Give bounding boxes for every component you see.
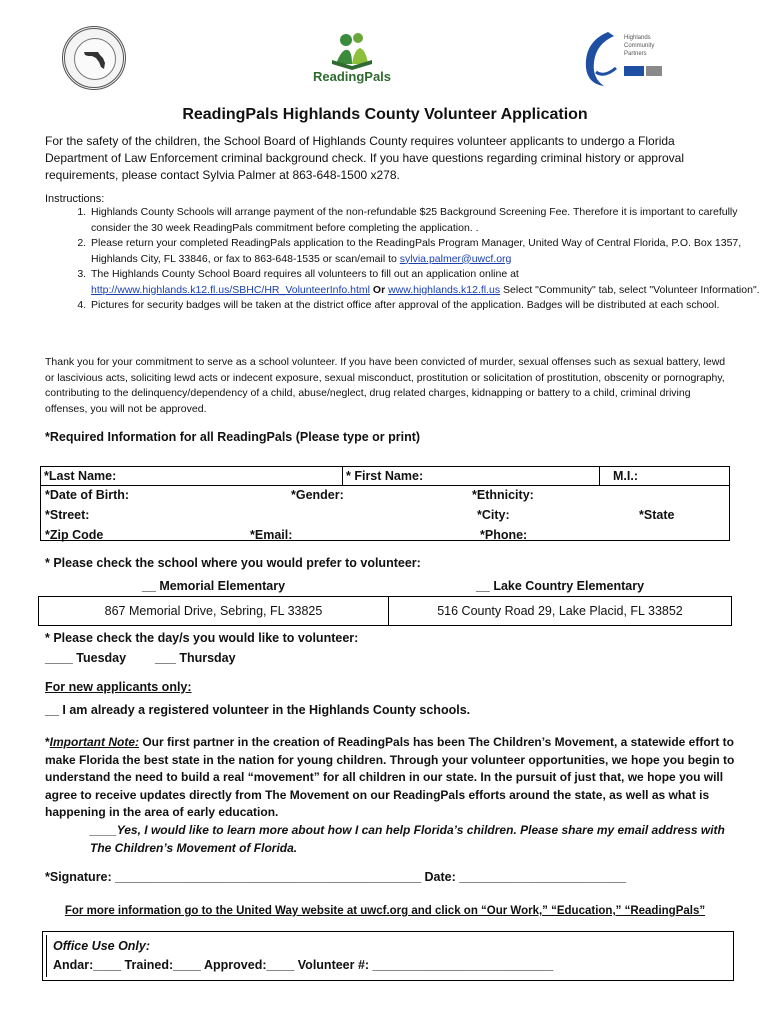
first-name-label: * First Name:: [346, 469, 424, 483]
volunteer-info-link[interactable]: http://www.highlands.k12.fl.us/SBHC/HR_VolunteerInfo.html: [91, 283, 370, 296]
street-field[interactable]: *Street:: [45, 508, 90, 522]
movement-opt-in[interactable]: ____Yes, I would like to learn more about how I can help Florida’s children. Please share my email address with The Children’s Movement of Florida.: [90, 823, 725, 855]
important-note: [45, 734, 735, 822]
note-asterisk: *: [45, 735, 50, 749]
dob-field[interactable]: *Date of Birth:: [45, 488, 130, 502]
instruction-3-text: The Highlands County School Board requires all volunteers to fill out an application online at: [91, 268, 519, 280]
instruction-item: [89, 267, 770, 298]
partner-line-3: Partners: [624, 51, 647, 57]
phone-field[interactable]: *Phone:: [480, 528, 528, 542]
email-field[interactable]: *Email:: [250, 528, 293, 542]
note-label: Important Note:: [49, 735, 139, 749]
school-option-lake-country[interactable]: [389, 576, 732, 597]
new-applicants-heading: For new applicants only:: [45, 680, 192, 694]
w-swoosh-icon: [578, 28, 624, 88]
mi-field[interactable]: [600, 467, 730, 486]
instructions-heading: Instructions:: [45, 193, 105, 205]
highlands-site-link[interactable]: www.highlands.k12.fl.us: [388, 283, 501, 296]
county-seal-logo: [62, 26, 126, 90]
day-option-thursday[interactable]: ___ Thursday: [155, 651, 236, 665]
last-name-label: *Last Name:: [44, 469, 117, 483]
school-name: __ Memorial Elementary: [141, 579, 286, 593]
gender-field[interactable]: *Gender:: [291, 488, 344, 502]
first-name-field[interactable]: [343, 467, 600, 486]
office-use-fields: Andar:____ Trained:____ Approved:____ Volunteer #: __________________________: [53, 958, 554, 972]
row-zip: [41, 522, 730, 541]
instruction-1-text: Highlands County Schools will arrange payment of the non-refundable $25 Background Screening Fee. Therefore it is important to carefully consider the 30 week ReadingPals commitment before completing the application. .: [91, 206, 738, 234]
registered-volunteer-option[interactable]: __ I am already a registered volunteer in the Highlands County schools.: [45, 703, 471, 717]
partner-badge-2-icon: [646, 66, 662, 76]
florida-map-icon: [83, 49, 109, 71]
united-way-logo: [578, 28, 688, 90]
instruction-4-text: Pictures for security badges will be taken at the district office after approval of the application. Badges will be distributed at each school.: [91, 299, 720, 311]
page-title: ReadingPals Highlands County Volunteer Application: [182, 106, 588, 123]
instruction-item: [89, 205, 770, 236]
school-table: [38, 576, 732, 626]
partner-badge-icon: [624, 66, 644, 76]
row-street: [41, 504, 730, 522]
instruction-3-or: Or: [369, 283, 389, 296]
more-info-link[interactable]: For more information go to the United Way website at uwcf.org and click on “Our Work,” “Education,” “ReadingPals”: [64, 905, 706, 917]
school-name: __ Lake Country Elementary: [475, 579, 645, 593]
last-name-field[interactable]: [41, 467, 343, 486]
partner-line-2: Community: [624, 43, 655, 49]
row-dob: [41, 486, 730, 505]
required-info-table: [40, 466, 730, 541]
mi-label: M.I.:: [613, 469, 638, 483]
school-address: 516 County Road 29, Lake Placid, FL 33852: [389, 597, 732, 626]
readingpals-logo: [312, 30, 392, 90]
school-address: 867 Memorial Drive, Sebring, FL 33825: [39, 597, 389, 626]
instructions-list: [45, 205, 770, 314]
note-text: Our first partner in the creation of ReadingPals has been The Children’s Movement, a statewide effort to make Florida the best state in the nation for young children. Through your volunteer opportunities, we hope you begin to understand the need to build a real “movement” for all children in our state. In the pursuit of just that, we hope you will agree to receive updates directly from The Movement on our ReadingPals efforts around the state, as well as what is happening in the area of early education.: [45, 735, 735, 819]
days-heading: * Please check the day/s you would like to volunteer:: [45, 631, 359, 645]
reading-children-icon: [312, 30, 392, 70]
school-heading: * Please check the school where you would prefer to volunteer:: [45, 556, 421, 570]
day-option-tuesday[interactable]: ____ Tuesday: [45, 651, 127, 665]
state-field[interactable]: *State: [639, 508, 675, 522]
required-info-heading: *Required Information for all ReadingPals (Please type or print): [45, 430, 421, 444]
instruction-item: [89, 236, 770, 267]
instruction-3-tail: Select "Community" tab, select "Volunteer Information".: [500, 283, 760, 296]
instruction-item: [89, 298, 770, 314]
instruction-2-text: Please return your completed ReadingPals application to the ReadingPals Program Manager, United Way of Central Florida, P.O. Box 1357, Highlands City, FL 33846, or fax to 863-648-1535 or scan/email to: [91, 237, 742, 265]
ethnicity-field[interactable]: *Ethnicity:: [472, 488, 534, 502]
office-use-heading: Office Use Only:: [53, 939, 151, 953]
signature-date-line[interactable]: *Signature: ____________________________________________ Date: ________________________: [45, 870, 627, 884]
disqualification-paragraph: Thank you for your commitment to serve as a school volunteer. If you have been convicted of murder, sexual offenses such as sexual battery, lewd or lascivious acts, soliciting lewd acts or indecent exposure, sexual misconduct, prostitution or solicitation of prostitution, obscenity or pornography, contributing to the delinquency/dependency of a child, abuse/neglect, drug related charges, kidnapping or battery to a child, criminal driving offenses, you will not be approved.: [45, 356, 726, 415]
contact-email-link[interactable]: sylvia.palmer@uwcf.org: [399, 252, 512, 265]
partner-line-1: Highlands: [624, 35, 651, 41]
city-field[interactable]: *City:: [477, 508, 510, 522]
zip-field[interactable]: *Zip Code: [45, 528, 104, 542]
intro-paragraph: For the safety of the children, the School Board of Highlands County requires volunteer applicants to undergo a Florida Department of Law Enforcement criminal background check. If you have questions regarding criminal history or approval requirements, please contact Sylvia Palmer at 863-648-1500 x278.: [45, 134, 684, 182]
school-option-memorial[interactable]: [39, 576, 389, 597]
readingpals-logo-text: ReadingPals: [312, 69, 392, 84]
